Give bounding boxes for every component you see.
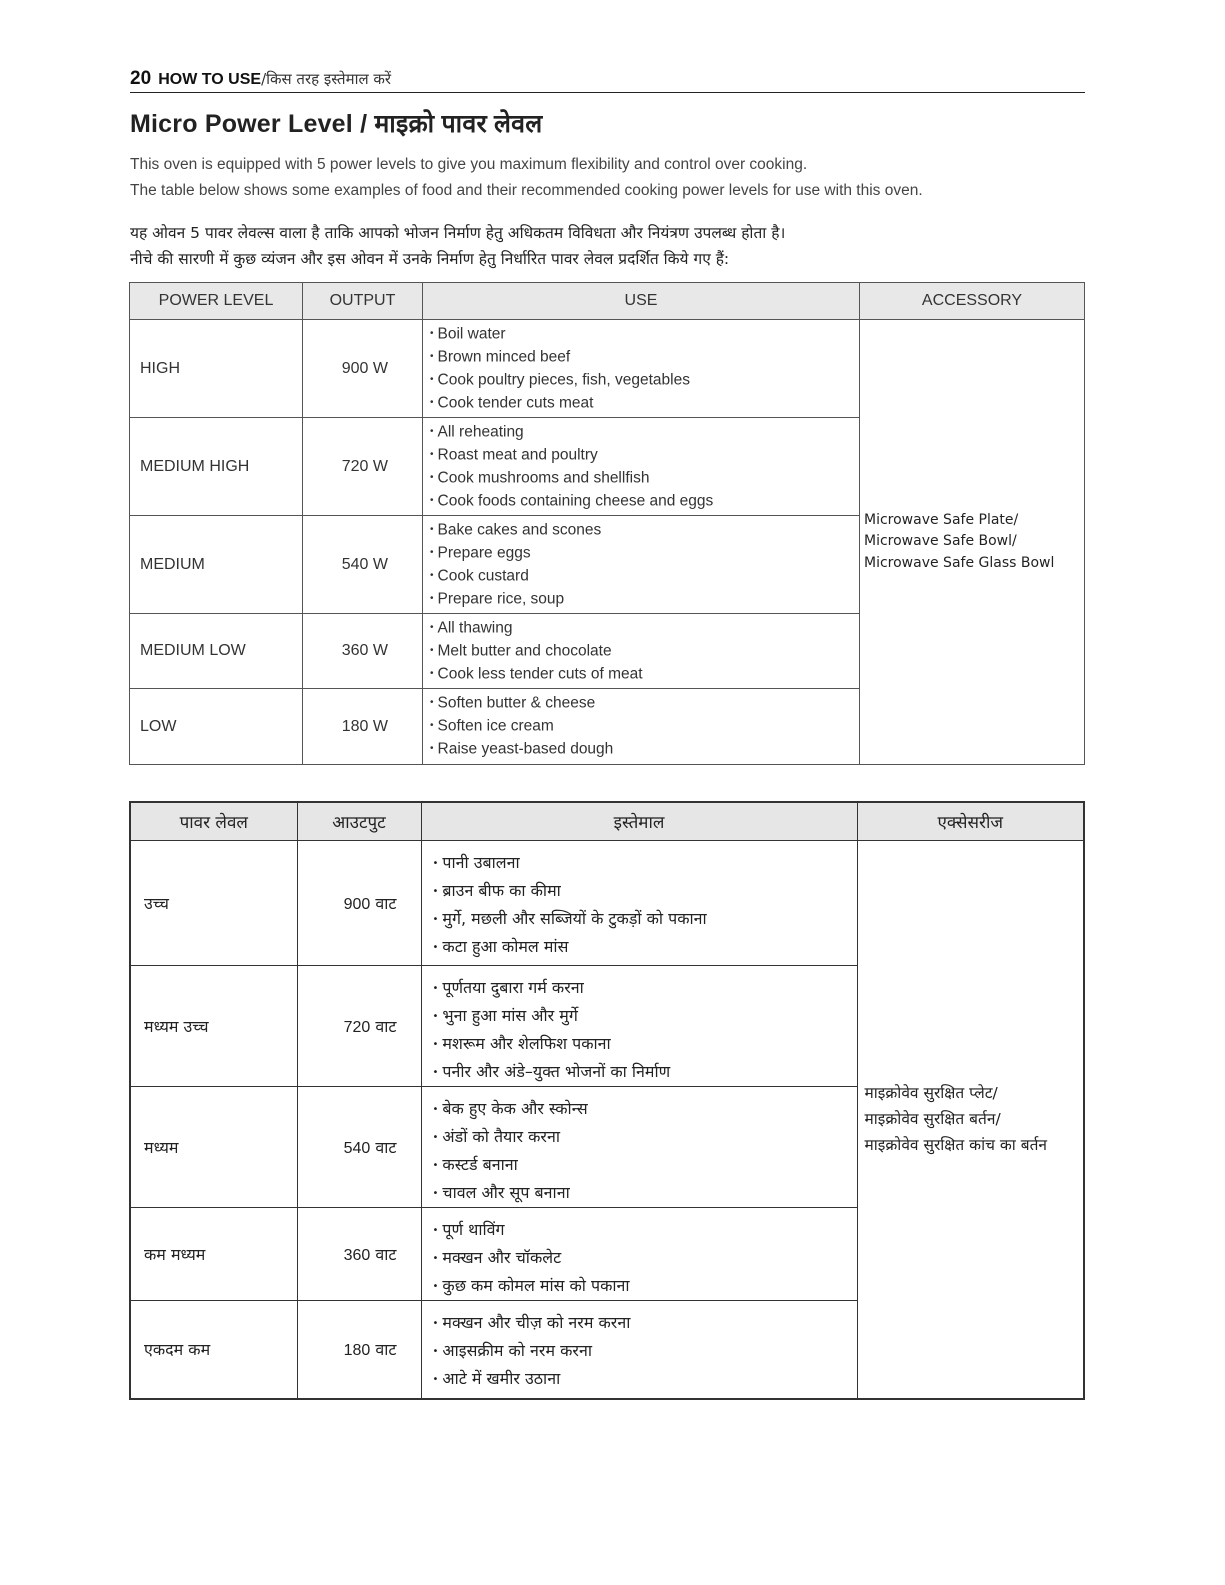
list-item: • अंडों को तैयार करना [432, 1127, 560, 1146]
power-level-table-english [129, 282, 1085, 765]
power-level-cell: MEDIUM HIGH [130, 418, 303, 516]
list-item: • Soften butter & cheese [430, 694, 596, 712]
list-item: • Prepare rice, soup [430, 589, 565, 607]
use-cell [421, 1087, 857, 1208]
use-cell [423, 516, 860, 614]
power-level-cell: मध्यम उच्च [130, 966, 297, 1087]
column-header-use: USE [423, 283, 860, 320]
use-cell [421, 966, 857, 1087]
list-item: • Cook custard [430, 567, 529, 585]
output-cell: 900 वाट [297, 841, 421, 966]
accessory-line: Microwave Safe Plate/ [864, 511, 1019, 528]
use-cell [423, 320, 860, 418]
list-item: • ब्राउन बीफ का कीमा [432, 881, 561, 900]
output-cell: 360 वाट [297, 1208, 421, 1301]
list-item: • मुर्गे, मछली और सब्जियों के टुकड़ों को पकाना [432, 909, 707, 928]
list-item: • पूर्ण थाविंग [432, 1220, 505, 1239]
list-item: • कटा हुआ कोमल मांस [432, 937, 569, 956]
list-item: • कुछ कम कोमल मांस को पकाना [432, 1276, 630, 1295]
intro-line-2: The table below shows some examples of food and their recommended cooking power levels for use with this oven. [130, 182, 923, 199]
accessory-cell [860, 320, 1085, 765]
intro-hindi-line-1: यह ओवन 5 पावर लेवल्स वाला है ताकि आपको भोजन निर्माण हेतु अधिकतम विविधता और नियंत्रण उपलब्ध होता है। [130, 224, 786, 242]
power-level-cell: मध्यम [130, 1087, 297, 1208]
list-item: • चावल और सूप बनाना [432, 1183, 570, 1202]
power-level-cell: एकदम कम [130, 1301, 297, 1399]
column-header-accessory: एक्सेसरीज [857, 802, 1084, 841]
column-header-output: OUTPUT [303, 283, 423, 320]
power-level-cell: LOW [130, 689, 303, 765]
list-item: • आइसक्रीम को नरम करना [432, 1341, 592, 1360]
column-header-accessory: ACCESSORY [860, 283, 1085, 320]
list-item: • भुना हुआ मांस और मुर्गे [432, 1006, 578, 1025]
table-header-row [130, 283, 1085, 320]
power-level-cell: MEDIUM [130, 516, 303, 614]
section-title-hindi: /किस तरह इस्तेमाल करें [261, 70, 392, 88]
column-header-output: आउटपुट [297, 802, 421, 841]
accessory-line: Microwave Safe Glass Bowl [864, 554, 1055, 571]
page-title: Micro Power Level / माइक्रो पावर लेवल [130, 110, 543, 138]
list-item: • All thawing [430, 619, 513, 637]
use-cell [421, 1301, 857, 1399]
table-row [130, 841, 1084, 966]
output-cell: 540 वाट [297, 1087, 421, 1208]
page-header [130, 68, 1085, 93]
column-header-power-level: POWER LEVEL [130, 283, 303, 320]
power-level-table-hindi [129, 801, 1085, 1400]
list-item: • कस्टर्ड बनाना [432, 1155, 518, 1174]
list-item: • मक्खन और चॉकलेट [432, 1248, 562, 1267]
list-item: • पानी उबालना [432, 853, 520, 872]
accessory-line: माइक्रोवेव सुरक्षित बर्तन/ [864, 1110, 1001, 1129]
list-item: • बेक हुए केक और स्कोन्स [432, 1099, 588, 1118]
use-cell [421, 841, 857, 966]
list-item: • Brown minced beef [430, 348, 571, 366]
list-item: • Roast meat and poultry [430, 446, 598, 464]
list-item: • मक्खन और चीज़ को नरम करना [432, 1313, 631, 1332]
list-item: • Melt butter and chocolate [430, 642, 612, 660]
power-level-cell: HIGH [130, 320, 303, 418]
page-number: 20 [130, 68, 152, 89]
column-header-power-level: पावर लेवल [130, 802, 297, 841]
intro-hindi-line-2: नीचे की सारणी में कुछ व्यंजन और इस ओवन में उनके निर्माण हेतु निर्धारित पावर लेवल प्रदर्शित किये गए हैं: [130, 250, 730, 268]
power-level-cell: उच्च [130, 841, 297, 966]
output-cell: 180 W [303, 689, 423, 765]
output-cell: 900 W [303, 320, 423, 418]
table-row [130, 320, 1085, 418]
accessory-line: माइक्रोवेव सुरक्षित प्लेट/ [864, 1084, 998, 1103]
list-item: • Prepare eggs [430, 544, 531, 562]
use-cell [423, 614, 860, 689]
list-item: • Boil water [430, 325, 506, 343]
output-cell: 720 वाट [297, 966, 421, 1087]
output-cell: 720 W [303, 418, 423, 516]
accessory-cell [857, 841, 1084, 1399]
list-item: • Raise yeast-based dough [430, 740, 614, 758]
list-item: • Cook foods containing cheese and eggs [430, 491, 714, 509]
list-item: • Cook tender cuts meat [430, 393, 594, 411]
use-cell [421, 1208, 857, 1301]
output-cell: 180 वाट [297, 1301, 421, 1399]
list-item: • Bake cakes and scones [430, 521, 602, 539]
output-cell: 540 W [303, 516, 423, 614]
list-item: • Cook less tender cuts of meat [430, 665, 643, 683]
use-cell [423, 689, 860, 765]
power-level-cell: MEDIUM LOW [130, 614, 303, 689]
list-item: • पनीर और अंडे–युक्त भोजनों का निर्माण [432, 1062, 671, 1081]
use-cell [423, 418, 860, 516]
section-title: HOW TO USE [158, 71, 262, 88]
power-level-cell: कम मध्यम [130, 1208, 297, 1301]
list-item: • मशरूम और शेलफिश पकाना [432, 1034, 611, 1053]
list-item: • Cook mushrooms and shellfish [430, 469, 650, 487]
list-item: • Soften ice cream [430, 717, 554, 735]
list-item: • पूर्णतया दुबारा गर्म करना [432, 978, 584, 997]
accessory-line: माइक्रोवेव सुरक्षित कांच का बर्तन [864, 1136, 1048, 1155]
list-item: • आटे में खमीर उठाना [432, 1369, 561, 1388]
column-header-use: इस्तेमाल [421, 802, 857, 841]
output-cell: 360 W [303, 614, 423, 689]
list-item: • All reheating [430, 423, 524, 441]
accessory-line: Microwave Safe Bowl/ [864, 533, 1017, 550]
list-item: • Cook poultry pieces, fish, vegetables [430, 371, 690, 389]
table-header-row [130, 802, 1084, 841]
intro-line-1: This oven is equipped with 5 power levels to give you maximum flexibility and control over cooking. [130, 156, 808, 173]
